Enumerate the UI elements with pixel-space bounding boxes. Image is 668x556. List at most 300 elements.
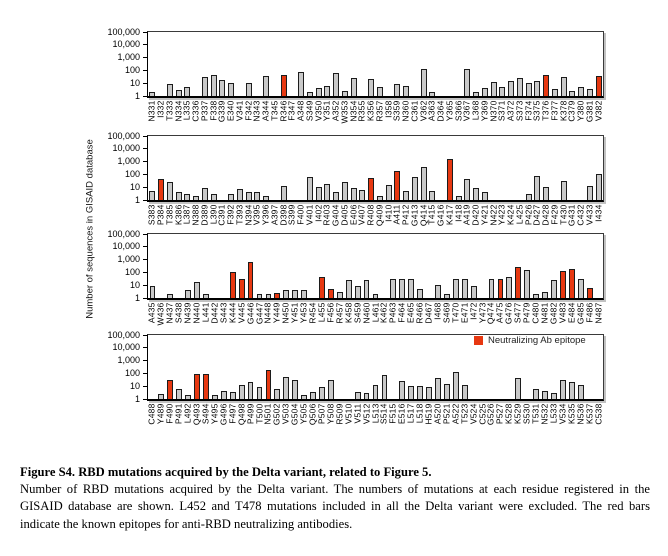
x-tick-label: P527 [494, 403, 505, 424]
bar-Y396 [263, 196, 269, 200]
x-tick-label: G381 [584, 100, 595, 122]
bar-T470 [453, 279, 459, 298]
y-tick-mark [143, 57, 147, 58]
x-tick-label: N487 [593, 302, 604, 324]
x-tick-label: K444 [227, 302, 238, 323]
x-tick-label: K378 [558, 100, 569, 121]
bar-F342 [246, 83, 252, 96]
bar-E340 [228, 83, 234, 96]
x-tick-label: G502 [271, 403, 282, 425]
bar-I434 [596, 174, 602, 200]
x-tick-label: L461 [370, 302, 380, 322]
bar-K417 [447, 159, 453, 200]
x-tick-label: N450 [280, 302, 291, 324]
x-tick-label: Y449 [271, 302, 282, 323]
bar-I472 [471, 286, 477, 298]
bar-Y449 [274, 293, 280, 298]
x-tick-label: A475 [494, 302, 505, 323]
bar-G482 [551, 280, 557, 298]
x-tick-label: V445 [236, 302, 247, 323]
x-tick-label: R457 [334, 302, 345, 324]
bar-S459 [355, 286, 361, 298]
x-tick-label: D467 [423, 302, 434, 324]
bar-S373 [517, 78, 523, 96]
x-tick-label: P337 [199, 100, 210, 121]
x-tick-label: S375 [531, 100, 542, 121]
x-tick-label: S514 [378, 403, 389, 424]
bar-G496 [221, 391, 227, 399]
bar-I468 [435, 285, 441, 298]
bar-R403 [324, 184, 330, 200]
y-tick-label: 10,000 [112, 39, 140, 50]
x-tick-label: Y453 [298, 302, 309, 323]
bar-E471 [462, 279, 468, 298]
x-tick-label: N388 [190, 204, 201, 226]
bar-P412 [403, 191, 409, 200]
x-tick-label: C379 [566, 100, 577, 122]
bar-L518 [417, 386, 423, 399]
bar-A419 [464, 179, 470, 200]
x-tick-label: V350 [313, 100, 324, 121]
x-tick-label: R403 [321, 204, 332, 226]
bar-W353 [342, 91, 348, 96]
y-tick-mark [143, 373, 147, 374]
x-tick-label: T415 [426, 204, 437, 225]
x-tick-label: Y369 [479, 100, 490, 121]
x-tick-label: F486 [584, 302, 595, 323]
bar-E516 [399, 381, 405, 399]
x-tick-label: I402 [313, 204, 324, 222]
bar-A411 [394, 171, 400, 200]
bar-T393 [237, 189, 243, 200]
bar-V512 [364, 393, 370, 399]
x-tick-label: G413 [409, 204, 420, 226]
x-tick-label: E465 [405, 302, 416, 323]
x-tick-label: A352 [330, 100, 341, 121]
bar-L533 [551, 393, 557, 399]
bar-T376 [543, 75, 549, 96]
bar-V511 [355, 392, 361, 399]
x-tick-label: V483 [557, 302, 568, 323]
bar-S477 [515, 267, 521, 298]
bar-G381 [587, 89, 593, 96]
y-tick-mark [143, 335, 147, 336]
chart-panel-3 [107, 228, 604, 326]
x-tick-label: T430 [558, 204, 569, 225]
bar-N354 [351, 78, 357, 96]
bar-D427 [534, 176, 540, 200]
bar-I418 [456, 196, 462, 200]
bar-P337 [202, 77, 208, 96]
bar-N394 [246, 192, 252, 200]
chart-panel-1 [107, 26, 604, 124]
x-tick-label: G431 [566, 204, 577, 226]
x-tick-label: S366 [453, 100, 464, 121]
legend [474, 335, 586, 346]
x-tick-label: N460 [361, 302, 372, 324]
bar-V407 [359, 190, 365, 200]
x-tick-label: E471 [459, 302, 470, 323]
x-tick-label: Y351 [321, 100, 332, 121]
x-tick-label: S399 [286, 204, 297, 225]
x-tick-label: K537 [584, 403, 595, 424]
x-tick-label: N422 [488, 204, 499, 226]
bar-A522 [453, 372, 459, 399]
x-tick-label: C336 [190, 100, 201, 122]
bar-K444 [230, 272, 236, 298]
y-tick-mark [143, 272, 147, 273]
x-tick-label: E484 [566, 302, 577, 323]
y-tick-mark [143, 200, 147, 201]
bar-K535 [569, 382, 575, 399]
bar-K356 [368, 79, 374, 96]
x-tick-label: N536 [575, 403, 586, 425]
bar-N450 [283, 290, 289, 298]
x-tick-label: Y365 [444, 100, 455, 121]
y-tick-label: 1,000 [117, 52, 140, 63]
x-tick-label: A435 [146, 302, 157, 323]
bar-S359 [394, 84, 400, 96]
x-tick-label: Q474 [485, 302, 496, 324]
bar-G502 [274, 389, 280, 399]
bar-V433 [587, 186, 593, 200]
bar-N388 [193, 196, 199, 200]
x-tick-label: F347 [286, 100, 297, 121]
x-tick-label: S530 [521, 403, 532, 424]
legend-red-swatch [474, 336, 483, 345]
bar-I402 [316, 187, 322, 200]
y-tick-label: 1,000 [117, 355, 140, 366]
x-tick-label: P412 [400, 204, 411, 225]
x-tick-label: P479 [521, 302, 532, 323]
bar-A475 [498, 279, 504, 298]
y-tick-label: 100 [124, 266, 140, 277]
x-tick-label: A520 [432, 403, 443, 424]
bar-Y380 [578, 87, 584, 96]
x-tick-label: N501 [262, 403, 273, 425]
y-tick-mark [143, 44, 147, 45]
y-tick-label: 10 [129, 77, 140, 88]
x-tick-label: R466 [414, 302, 425, 324]
y-tick-label: 100,000 [107, 130, 140, 141]
x-tick-label: P499 [245, 403, 256, 424]
x-tick-label: N448 [262, 302, 273, 324]
x-tick-label: D420 [470, 204, 481, 226]
x-tick-label: Y423 [496, 204, 507, 225]
bar-A348 [298, 72, 304, 96]
x-tick-label: H519 [423, 403, 434, 425]
y-tick-mark [143, 246, 147, 247]
x-tick-label: K356 [365, 100, 376, 121]
bar-T333 [167, 84, 173, 96]
bar-L335 [184, 87, 190, 96]
x-tick-label: Q414 [418, 204, 429, 226]
x-tick-label: Y505 [298, 403, 309, 424]
y-tick-mark [143, 259, 147, 260]
x-tick-label: D427 [531, 204, 542, 226]
x-tick-label: S373 [514, 100, 525, 121]
y-tick-label: 10,000 [112, 342, 140, 353]
x-tick-label: F490 [164, 403, 175, 424]
y-tick-label: 10,000 [112, 143, 140, 154]
y-tick-label: 10 [129, 380, 140, 391]
x-tick-label: F374 [523, 100, 534, 121]
x-tick-label: S371 [496, 100, 507, 121]
x-tick-label: A372 [505, 100, 516, 121]
bar-A352 [333, 73, 339, 96]
x-tick-label: I410 [383, 204, 394, 222]
chart-panel-2 [107, 130, 604, 226]
bar-N448 [266, 294, 272, 298]
x-tick-label: G526 [485, 403, 496, 425]
x-tick-label: F456 [325, 302, 336, 323]
x-tick-label: D405 [339, 204, 350, 226]
x-tick-label: N331 [146, 100, 157, 122]
bar-C480 [533, 294, 539, 298]
x-tick-label: T376 [540, 100, 551, 121]
x-tick-label: F515 [387, 403, 398, 424]
bar-V401 [307, 177, 313, 200]
x-tick-label: G446 [245, 302, 256, 324]
bar-K386 [176, 192, 182, 200]
bar-A520 [435, 378, 441, 399]
x-tick-label: C488 [146, 403, 157, 425]
bar-S349 [307, 92, 313, 96]
x-tick-label: R355 [356, 100, 367, 122]
bar-R457 [337, 292, 343, 298]
bar-N460 [364, 280, 370, 298]
bar-F497 [230, 392, 236, 399]
x-tick-label: R408 [365, 204, 376, 226]
bar-V362 [421, 69, 427, 96]
bar-L368 [473, 92, 479, 96]
x-tick-label: F392 [225, 204, 236, 225]
y-tick-label: 1 [134, 194, 140, 205]
y-tick-label: 100 [124, 64, 140, 75]
y-tick-label: 10 [129, 279, 140, 290]
x-tick-label: C538 [593, 403, 604, 425]
x-tick-label: S494 [200, 403, 211, 424]
x-tick-label: N334 [173, 100, 184, 122]
bar-G413 [412, 177, 418, 200]
bar-V395 [254, 192, 260, 200]
bar-R357 [377, 87, 383, 96]
bar-P426 [526, 194, 532, 200]
y-tick-mark [143, 174, 147, 175]
x-tick-label: I434 [593, 204, 604, 222]
x-tick-label: C391 [216, 204, 227, 226]
x-tick-label: I468 [432, 302, 443, 320]
bar-F490 [167, 380, 173, 399]
bar-A363 [429, 92, 435, 96]
bar-A435 [150, 286, 156, 298]
bar-Q414 [421, 167, 427, 200]
bar-L461 [373, 294, 379, 298]
x-tick-label: F464 [396, 302, 407, 323]
x-tick-label: K424 [505, 204, 516, 225]
bar-P479 [524, 270, 530, 298]
bar-L513 [373, 385, 379, 399]
x-tick-label: V362 [418, 100, 429, 121]
x-tick-label: N481 [539, 302, 550, 324]
x-tick-label: N343 [251, 100, 262, 122]
bar-P463 [390, 279, 396, 298]
bar-Q493 [194, 374, 200, 399]
bar-D428 [543, 187, 549, 200]
x-tick-label: P384 [155, 204, 166, 225]
y-tick-mark [143, 234, 147, 235]
x-tick-label: N360 [400, 100, 411, 122]
bar-Y421 [482, 192, 488, 200]
y-tick-mark [143, 386, 147, 387]
x-tick-label: S359 [391, 100, 402, 121]
y-tick-mark [143, 285, 147, 286]
x-tick-label: Y421 [479, 204, 490, 225]
bar-L441 [203, 294, 209, 298]
x-tick-label: F377 [549, 100, 560, 121]
y-tick-label: 1,000 [117, 156, 140, 167]
y-tick-mark [143, 70, 147, 71]
legend-label: Neutralizing Ab epitope [488, 335, 586, 346]
bar-L455 [319, 277, 325, 298]
x-tick-label: C361 [409, 100, 420, 122]
bar-E484 [569, 269, 575, 298]
y-tick-mark [143, 399, 147, 400]
y-tick-mark [143, 161, 147, 162]
figure-caption [20, 464, 650, 533]
bar-K378 [561, 77, 567, 96]
x-tick-label: A348 [295, 100, 306, 121]
x-tick-label: P507 [316, 403, 327, 424]
x-tick-label: V367 [461, 100, 472, 121]
x-tick-label: T470 [450, 302, 461, 323]
bar-N439 [185, 290, 191, 298]
x-tick-label: N440 [191, 302, 202, 324]
x-tick-label: S383 [146, 204, 157, 225]
x-tick-label: F342 [243, 100, 254, 121]
bar-L492 [185, 395, 191, 399]
x-tick-label: F497 [227, 403, 238, 424]
bar-S375 [534, 81, 540, 96]
bar-V445 [239, 279, 245, 298]
x-tick-label: P491 [173, 403, 184, 424]
bar-Y505 [301, 395, 307, 399]
x-tick-label: V524 [468, 403, 479, 424]
bar-E465 [408, 279, 414, 298]
caption-body: Number of RBD mutations acquired by the Delta variant. The numbers of mutations at each residue registered in the GISAID database are shown. L452 and T478 mutations included in all the Delta variant were excluded. The red bars indicate the known epitopes for anti-RBD neutralizing antibodies. [20, 482, 650, 531]
bar-R408 [368, 178, 374, 200]
x-tick-label: V395 [251, 204, 262, 225]
x-tick-label: S349 [304, 100, 315, 121]
x-tick-label: V401 [304, 204, 315, 225]
x-tick-label: W353 [339, 100, 350, 124]
x-tick-label: N532 [539, 403, 550, 425]
x-tick-label: A411 [391, 204, 402, 225]
x-tick-label: T393 [234, 204, 245, 225]
x-tick-label: T333 [164, 100, 175, 121]
x-tick-label: L425 [514, 204, 525, 224]
bar-L390 [211, 194, 217, 200]
x-tick-label: L368 [470, 100, 481, 120]
bar-P507 [319, 387, 325, 399]
y-tick-mark [143, 32, 147, 33]
bar-Q498 [239, 385, 245, 399]
x-tick-label: A363 [426, 100, 437, 121]
x-tick-label: G476 [503, 302, 514, 324]
y-tick-mark [143, 148, 147, 149]
x-tick-label: L390 [208, 204, 219, 224]
x-tick-label: C525 [477, 403, 488, 425]
x-tick-label: T500 [254, 403, 265, 424]
bar-D420 [473, 188, 479, 200]
bar-N360 [403, 86, 409, 96]
bar-G446 [248, 262, 254, 298]
bar-V534 [560, 380, 566, 399]
x-tick-label: N394 [243, 204, 254, 226]
x-tick-label: K535 [566, 403, 577, 424]
x-tick-label: S469 [441, 302, 452, 323]
bar-V382 [596, 76, 602, 96]
x-tick-label: R454 [307, 302, 318, 324]
y-tick-label: 100,000 [107, 329, 140, 340]
x-tick-label: I332 [155, 100, 166, 118]
bar-K529 [515, 378, 521, 399]
x-tick-label: L513 [370, 403, 380, 423]
x-tick-label: Y380 [575, 100, 586, 121]
x-tick-label: L492 [182, 403, 193, 423]
bar-D398 [281, 186, 287, 200]
x-tick-label: V511 [352, 403, 363, 424]
x-tick-label: Q493 [191, 403, 202, 425]
y-tick-label: 100 [124, 367, 140, 378]
x-tick-label: S459 [352, 302, 363, 323]
y-tick-label: 1 [134, 292, 140, 303]
bar-D389 [202, 188, 208, 200]
bar-G447 [257, 294, 263, 298]
x-tick-label: L455 [316, 302, 327, 322]
bar-F392 [228, 194, 234, 200]
x-tick-label: G404 [330, 204, 341, 226]
y-tick-label: 10 [129, 181, 140, 192]
bar-G404 [333, 192, 339, 200]
x-tick-label: D398 [278, 204, 289, 226]
bar-G339 [219, 80, 225, 96]
x-tick-label: F338 [208, 100, 219, 121]
x-tick-label: F400 [295, 204, 306, 225]
bar-G485 [578, 279, 584, 298]
x-tick-label: N370 [488, 100, 499, 122]
x-tick-label: S477 [512, 302, 523, 323]
bar-N532 [542, 391, 548, 399]
bar-P384 [158, 179, 164, 200]
x-tick-label: R509 [334, 403, 345, 425]
bar-F464 [399, 279, 405, 298]
caption-title: Figure S4. RBD mutations acquired by the Delta variant, related to Figure 5. [20, 465, 432, 479]
x-tick-label: Y451 [289, 302, 300, 323]
bar-F486 [587, 288, 593, 298]
bar-P499 [248, 382, 254, 399]
bar-T500 [257, 387, 263, 399]
x-tick-label: V382 [593, 100, 604, 121]
bar-T531 [533, 389, 539, 399]
x-tick-label: F429 [549, 204, 560, 225]
bar-N481 [542, 292, 548, 298]
bar-V483 [560, 271, 566, 298]
x-tick-label: L533 [548, 403, 559, 423]
x-tick-label: N437 [164, 302, 175, 324]
x-tick-label: Q506 [307, 403, 318, 425]
x-tick-label: E516 [396, 403, 407, 424]
